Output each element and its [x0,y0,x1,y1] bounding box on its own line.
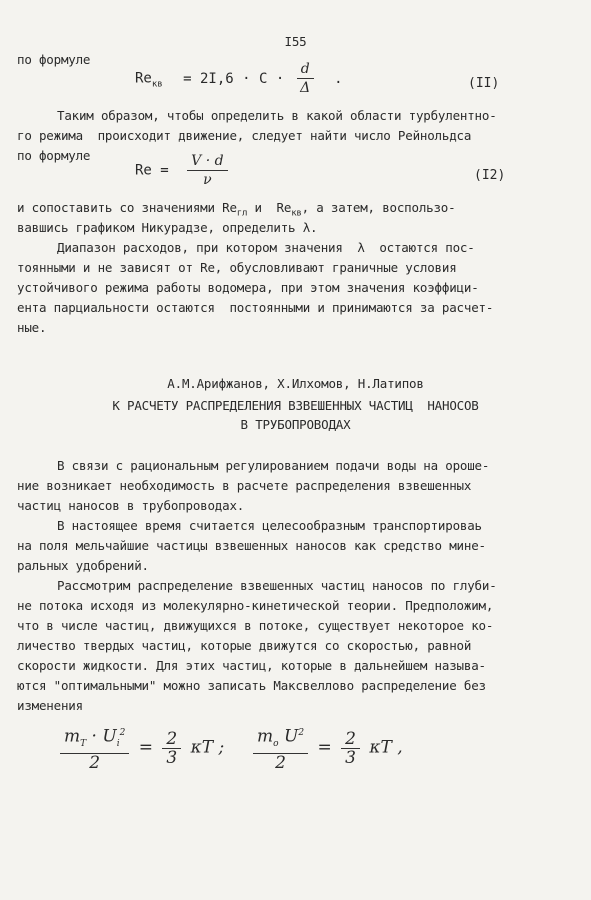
para5-line3: ральных удобрений. [17,558,149,573]
equation-maxwell: $\frac{m_T \cdot U_i^2}{2}$ = $\frac{2}{3}$ κT ; $\frac{m_o U^2}{2}$ = $\frac{2}{3}$ κT , [56,724,403,772]
para5-line1: В настоящее время считается целесообразным транспортироваь [57,518,482,533]
para6-line4: личество твердых частиц, которые движутся со скоростью, равной [17,638,472,653]
eq11-lhs-sub: кв [151,79,163,90]
para1-line1: Таким образом, чтобы определить в какой области турбулентно- [57,108,497,123]
eq12-den: ν [203,172,212,188]
formula-intro: по формуле [17,52,91,67]
para6-line5: скорости жидкости. Для этих частиц, которые в дальнейшем называ- [17,658,486,673]
para6-line1: Рассмотрим распределение взвешенных частиц наносов по глуби- [57,578,497,593]
para4-line2: ние возникает необходимость в расчете распределения взвешенных [17,478,472,493]
para4-line1: В связи с рациональным регулированием подачи воды на ороше- [57,458,490,473]
para3-line1: Диапазон расходов, при котором значения λ остаются пос- [57,240,475,255]
eq-frac-3: $\frac{m_o U^2}{2}$ [253,724,308,772]
equation-12 [135,152,232,189]
para4-line3: частиц наносов в трубопроводах. [17,498,245,513]
eq11-num: d [297,60,314,79]
eq11-number: (II) [468,76,500,91]
eq12-number: (I2) [474,168,506,183]
para3-line3: устойчивого режима работы водомера, при этом значения коэффици- [17,280,479,295]
eq12-num: V · d [187,152,227,171]
para6-line7: изменения [17,698,83,713]
eq11-lhs: Re [135,70,152,87]
para2-line1: и сопоставить со значениями $Re_{гл}$ и $Re_{кв}$, а затем, воспользо- [17,200,456,219]
equation-11 [135,60,343,97]
eq11-fraction [297,60,314,97]
article-title-line2: В ТРУБОПРОВОДАХ [240,417,351,432]
eq11-rhs: = 2I,6 · C · [183,70,285,87]
para2-line2: вавшись графиком Никурадзе, определить λ. [17,220,318,235]
eq12-lhs: Re = [135,162,169,179]
eq11-den: Δ [300,80,311,96]
para6-line6: ются "оптимальными" можно записать Максвеллово распределение без [17,678,486,693]
eq11-tail: . [334,70,343,87]
article-title-line1: К РАСЧЕТУ РАСПРЕДЕЛЕНИЯ ВЗВЕШЕННЫХ ЧАСТИЦ НАНОСОВ [112,398,479,413]
page-number: I55 [284,34,307,49]
para5-line2: на поля мельчайшие частицы взвешенных наносов как средство мине- [17,538,486,553]
para6-line2: не потока исходя из молекулярно-кинетической теории. Предположим, [17,598,494,613]
para6-line3: что в числе частиц, движущихся в потоке, существует некоторое ко- [17,618,494,633]
para3-line5: ные. [17,320,47,335]
eq-frac-4: $\frac{2}{3}$ [341,730,360,767]
authors: А.М.Арифжанов, Х.Илхомов, Н.Латипов [167,376,424,391]
para3-line2: тоянными и не зависят от Re, обусловливают граничные условия [17,260,457,275]
eq-frac-1: $\frac{m_T \cdot U_i^2}{2}$ [60,724,129,772]
para3-line4: ента парциальности остаются постоянными и принимаются за расчет- [17,300,494,315]
eq-frac-2: $\frac{2}{3}$ [162,730,181,767]
para1-line3: по формуле [17,148,91,163]
para1-line2: го режима происходит движение, следует найти число Рейнольдса [17,128,472,143]
eq12-fraction [187,152,227,189]
